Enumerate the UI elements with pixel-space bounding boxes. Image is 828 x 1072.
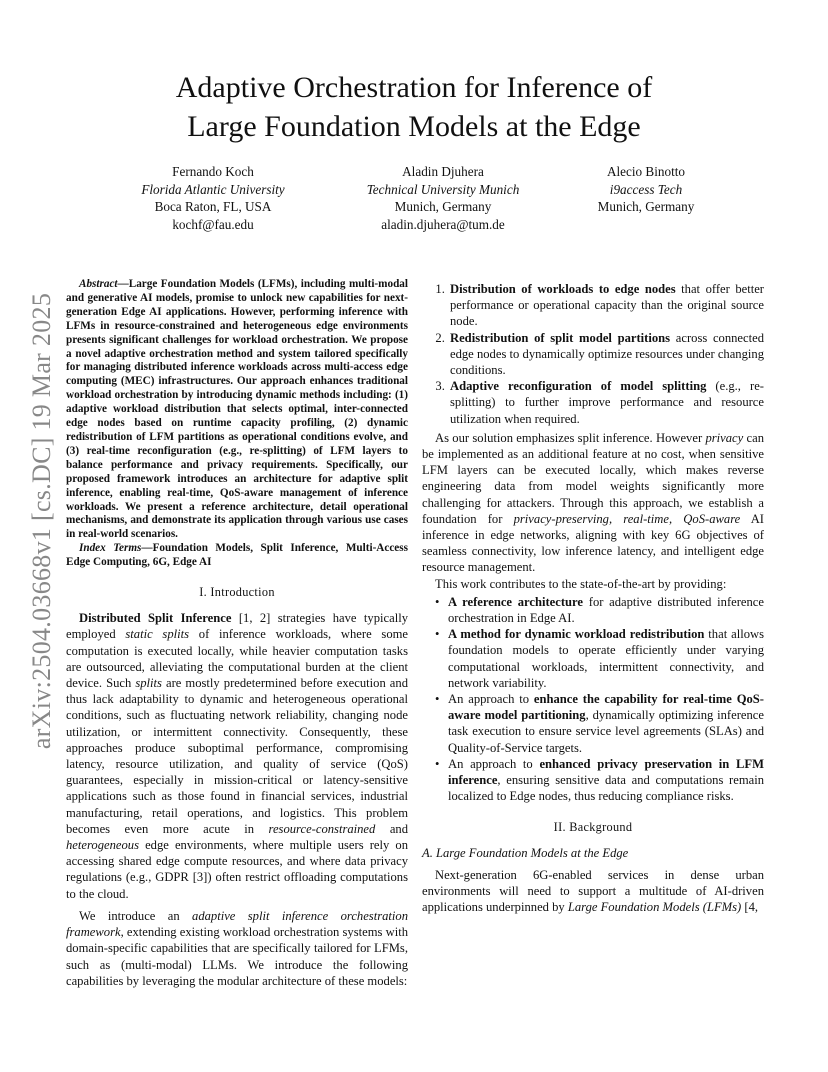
text-run: edge environments, where multiple users rely on accessing shared edge compute resources, and where data privacy regulations (e.g., GDPR [3]) often restrict offloading computations to the cloud.: [66, 838, 408, 901]
arxiv-id: arXiv:2504.03668v1 [cs.DC] 19 Mar 2025: [27, 292, 57, 749]
contributions-list: [422, 594, 764, 805]
text-run: AI inference in edge networks, aligning with key 6G objectives of seamless connectivity, low inference latency, and intelligent edge resource management.: [422, 511, 764, 575]
list-item-bold: Adaptive reconfiguration of model splitting: [450, 379, 707, 394]
author-location: Munich, Germany: [394, 199, 492, 215]
arxiv-sidebar-stamp: [26, 283, 58, 758]
list-item-text: that allows foundation models to operate efficiently under varying computational workloads, intermittent connectivity, and network variability.: [448, 627, 764, 690]
author-name: Aladin Djuhera: [402, 164, 484, 179]
list-item-bold: A reference architecture: [448, 594, 584, 609]
list-item-text: that offer better performance or operational capacity than the original source node.: [450, 282, 764, 329]
left-column: [66, 278, 408, 989]
list-item-text: , ensuring sensitive data and computations remain localized to Edge nodes, thus reducing compliance risks.: [448, 773, 764, 804]
author-email: kochf@fau.edu: [172, 216, 254, 232]
list-item: [448, 594, 764, 626]
list-item-text: (e.g., re-splitting) to further improve performance and resource utilization when required.: [450, 379, 764, 426]
list-item-text: for adaptive distributed inference orchestration in Edge AI.: [448, 594, 764, 626]
list-item-bold: Redistribution of split model partitions: [450, 330, 671, 345]
text-run: of inference workloads, where some computation is executed locally, while heavier computation tasks are outsourced, alleviating the computational burden at the client device. Such: [66, 627, 409, 691]
text-run: An approach to: [448, 692, 534, 707]
emphasis: resource-constrained: [268, 821, 376, 836]
text-run: We introduce an: [79, 908, 193, 923]
abstract-body: —Large Foundation Models (LFMs), including multi-modal and generative AI models, promise to unlock new capabilities for next-generation Edge AI applications. However, performing inference with LFMs in resource-constrained and heterogeneous edge environments presents significant challenges for workload orchestration. We propose a novel adaptive orchestration method and system tailored specifically for managing distributed inference workloads across multi-access edge computing (MEC) infrastructures. Our approach enhances traditional workload orchestration by introducing dynamic methods including: (1) adaptive workload distribution that selects optimal, inter-connected edge nodes based on runtime capacity profiling, (2) dynamic redistribution of LFM partitions as operational conditions evolve, and (3) real-time reconfiguration (e.g., re-splitting) of LFM layers to balance performance and privacy requirements. Specifically, our proposed framework introduces an architecture for adaptive split inference, enabling real-time, QoS-aware management of inference workloads. We present a reference architecture, detail operational mechanisms, and demonstrate its application through various use cases in real-world scenarios.: [66, 278, 408, 541]
list-item: [448, 330, 764, 379]
text-run: , extending existing workload orchestration systems with domain-specific capabilities that are specifically tailored for LFMs, such as (multi-modal) LLMs. We introduce the following capabilities by leveraging the modular architecture of these models:: [66, 925, 408, 988]
emphasis: privacy: [705, 430, 744, 445]
emphasis: splits: [135, 676, 162, 691]
author-block-3: [580, 163, 712, 216]
index-terms-body: —Foundation Models, Split Inference, Multi-Access Edge Computing, 6G, Edge AI: [66, 542, 408, 569]
emphasis: privacy-preserving, real-time, QoS-aware: [513, 511, 741, 526]
emphasis: Large Foundation Models (LFMs): [567, 900, 742, 915]
list-item-bold: enhanced privacy preservation in LFM inference: [448, 756, 764, 788]
abstract-lead: Abstract: [79, 278, 118, 290]
text-run: are mostly predetermined before execution and thus lack adaptability to dynamic and heterogeneous operational conditions, such as fluctuating network reliability, changing node utilization, or intermittent connectivity. Consequently, these approaches produce suboptimal performance, compromising latency, resource utilization, and quality of service (QoS) guarantees, especially in mission-critical or latency-sensitive applications such as those found in financial services, industrial manufacturing, retail operations, and logistics. This problem becomes even more acute in: [66, 676, 408, 836]
list-item: [448, 691, 764, 756]
list-item-bold: enhance the capability for real-time QoS-aware model partitioning: [448, 692, 764, 723]
title-line-1: Adaptive Orchestration for Inference of: [175, 71, 653, 104]
author-affiliation: Technical University Munich: [366, 181, 520, 197]
list-item-text: , dynamically optimizing inference task execution to ensure service level agreements (SLAs) and Quality-of-Service targets.: [448, 708, 764, 755]
text-run: [1, 2] strategies have typically employed: [66, 611, 408, 642]
background-paragraph-1: [422, 867, 764, 916]
emphasis: adaptive split inference orchestration framework: [66, 908, 408, 940]
list-item-text: across connected edge nodes to dynamically optimize resources under changing conditions.: [450, 330, 764, 378]
emphasis: static splits: [125, 627, 190, 642]
abstract: [66, 278, 408, 542]
author-name: Alecio Binotto: [606, 164, 686, 179]
title-line-2: Large Foundation Models at the Edge: [187, 110, 641, 143]
index-terms: [66, 542, 408, 570]
index-terms-lead: Index Terms: [79, 542, 142, 555]
right-column: [422, 278, 764, 916]
author-affiliation: Florida Atlantic University: [141, 181, 285, 197]
author-location: Munich, Germany: [597, 199, 695, 215]
author-name: Fernando Koch: [172, 164, 254, 179]
author-affiliation: i9access Tech: [609, 181, 683, 197]
author-location: Boca Raton, FL, USA: [154, 199, 272, 215]
subsection-heading: A. Large Foundation Models at the Edge: [422, 845, 629, 860]
text-run: [4,: [741, 900, 759, 915]
author-block-2: [352, 163, 534, 233]
list-item-bold: Distribution of workloads to edge nodes: [450, 282, 676, 296]
text-run: As our solution emphasizes split inference. However: [435, 430, 706, 445]
term-distributed-split-inference: Distributed Split Inference: [79, 611, 232, 626]
author-block-1: [130, 163, 296, 233]
list-item-bold: A method for dynamic workload redistribution: [448, 627, 705, 642]
text-run: can be implemented as an additional feature at no cost, when sensitive LFM layers can be executed locally, which makes reverse engineering data from model weights significantly more challenging for attackers. Through this approach, we establish a foundation for: [422, 430, 765, 526]
text-run: Next-generation 6G-enabled services in dense urban environments will need to support a multitude of AI-driven applications underpinned by: [422, 867, 764, 915]
section-heading-background: II. Background: [553, 819, 633, 834]
author-email: aladin.djuhera@tum.de: [381, 216, 505, 232]
list-item: [448, 281, 764, 330]
intro-paragraph-3: [422, 430, 764, 576]
list-item: [448, 756, 764, 805]
list-item: [448, 626, 764, 691]
capabilities-list: [422, 281, 764, 427]
emphasis: heterogeneous: [66, 838, 139, 853]
intro-paragraph-4: This work contributes to the state-of-the-art by providing:: [435, 576, 727, 591]
section-heading-introduction: I. Introduction: [199, 585, 275, 600]
intro-paragraph-1: [66, 610, 408, 902]
list-item: [448, 378, 764, 427]
intro-paragraph-2: [66, 908, 408, 989]
paper-title: [0, 68, 828, 146]
text-run: An approach to: [448, 756, 540, 771]
text-run: and: [375, 821, 409, 836]
